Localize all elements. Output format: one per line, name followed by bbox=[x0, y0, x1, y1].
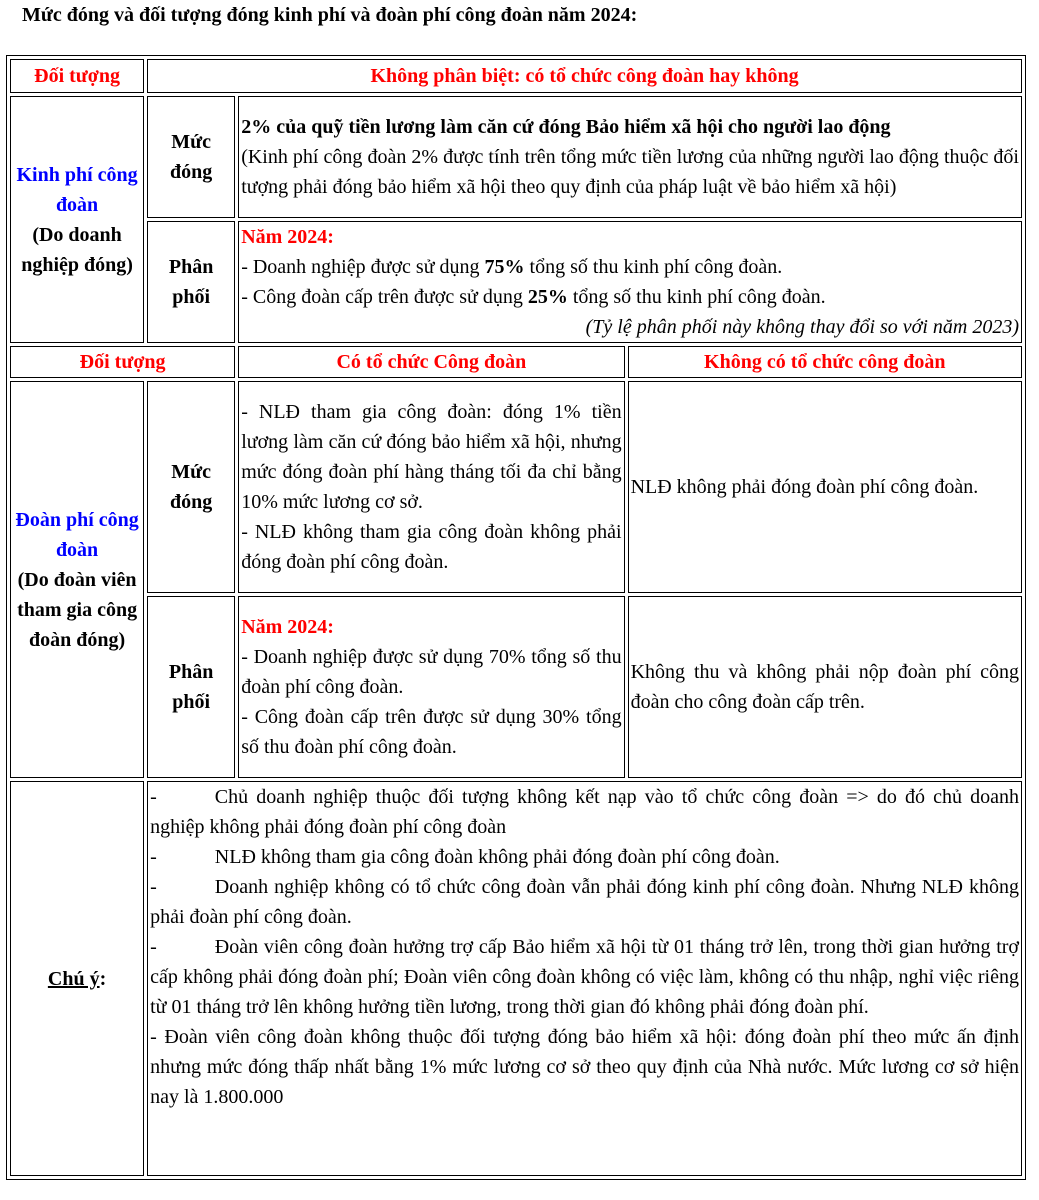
t2-dist-with-union-2: - Công đoàn cấp trên được sử dụng 30% tổng số thu đoàn phí công đoàn. bbox=[241, 706, 622, 758]
t2-subject-note: (Do đoàn viên tham gia công đoàn đóng) bbox=[17, 568, 138, 651]
t1-rate-label: Mức đóng bbox=[147, 96, 235, 218]
t2-subject-title: Đoàn phí công đoàn bbox=[15, 508, 139, 561]
t2-dist-with-union bbox=[238, 596, 624, 778]
t1-rate-cell bbox=[238, 96, 1022, 218]
t2-dist-without-union: Không thu và không phải nộp đoàn phí công đoàn cho công đoàn cấp trên. bbox=[628, 596, 1022, 778]
t2-rate-label: Mức đóng bbox=[147, 381, 235, 593]
t1-dist-line2: - Công đoàn cấp trên được sử dụng 25% tổng số thu kinh phí công đoàn. bbox=[241, 286, 826, 308]
notes-label-cell: Chú ý: bbox=[10, 781, 144, 1176]
t2-header-with-union: Có tổ chức Công đoàn bbox=[238, 346, 624, 378]
t1-subject-note: (Do doanh nghiệp đóng) bbox=[21, 223, 133, 276]
page-title: Mức đóng và đối tượng đóng kinh phí và đoàn phí công đoàn năm 2024: bbox=[22, 4, 638, 26]
note-item-last: - Đoàn viên công đoàn không thuộc đối tượng đóng bảo hiểm xã hội: đóng đoàn phí theo mức ấn định nhưng mức đóng thấp nhất bằng 1% mức lương cơ sở theo quy định của Nhà nước. Mức lương cơ sở hiện nay là 1.800.000 bbox=[150, 1026, 1019, 1108]
t2-subject-cell bbox=[10, 381, 144, 778]
t2-rate-without-union: NLĐ không phải đóng đoàn phí công đoàn. bbox=[628, 381, 1022, 593]
t1-dist-note: (Tỷ lệ phân phối này không thay đổi so với năm 2023) bbox=[585, 316, 1019, 338]
t2-dist-label: Phân phối bbox=[147, 596, 235, 778]
fee-table bbox=[6, 55, 1026, 1180]
t2-rate-with-union-2: - NLĐ không tham gia công đoàn không phải đóng đoàn phí công đoàn. bbox=[241, 521, 622, 573]
t1-rate-detail: (Kinh phí công đoàn 2% được tính trên tổng mức tiền lương của những người lao động thuộc đối tượng phải đóng bảo hiểm xã hội theo quy định của pháp luật về bảo hiểm xã hội) bbox=[241, 146, 1019, 198]
notes-cell bbox=[147, 781, 1022, 1176]
t1-dist-year: Năm 2024: bbox=[241, 226, 334, 248]
t1-header-subject: Đối tượng bbox=[10, 59, 144, 93]
notes-label: Chú ý bbox=[47, 967, 100, 990]
note-item: - Đoàn viên công đoàn hưởng trợ cấp Bảo hiểm xã hội từ 01 tháng trở lên, trong thời gian hưởng trợ cấp không phải đóng đoàn phí; Đoàn viên công đoàn không có việc làm, không có thu nhập, nghỉ việc riêng từ 01 tháng trở lên không hưởng tiền lương, trong thời gian đó không phải đóng đoàn phí. bbox=[150, 936, 1019, 1018]
t1-dist-line1: - Doanh nghiệp được sử dụng 75% tổng số thu kinh phí công đoàn. bbox=[241, 256, 783, 278]
note-item: - Chủ doanh nghiệp thuộc đối tượng không kết nạp vào tổ chức công đoàn => do đó chủ doanh nghiệp không phải đóng đoàn phí công đoàn bbox=[150, 786, 1019, 838]
t2-rate-with-union bbox=[238, 381, 624, 593]
t2-header-subject: Đối tượng bbox=[10, 346, 235, 378]
t1-subject-title: Kinh phí công đoàn bbox=[16, 163, 138, 216]
t2-dist-with-union-1: - Doanh nghiệp được sử dụng 70% tổng số thu đoàn phí công đoàn. bbox=[241, 646, 622, 698]
t1-dist-cell bbox=[238, 221, 1022, 343]
t1-subject-cell bbox=[10, 96, 144, 343]
t1-header-scope: Không phân biệt: có tổ chức công đoàn hay không bbox=[147, 59, 1022, 93]
t2-rate-with-union-1: - NLĐ tham gia công đoàn: đóng 1% tiền lương làm căn cứ đóng bảo hiểm xã hội, nhưng mức đóng đoàn phí hàng tháng tối đa chỉ bằng 10% mức lương cơ sở. bbox=[241, 401, 622, 513]
note-item: - NLĐ không tham gia công đoàn không phải đóng đoàn phí công đoàn. bbox=[150, 846, 780, 868]
t2-dist-year: Năm 2024: bbox=[241, 616, 334, 638]
t2-header-without-union: Không có tổ chức công đoàn bbox=[628, 346, 1022, 378]
note-item: - Doanh nghiệp không có tổ chức công đoàn vẫn phải đóng kinh phí công đoàn. Nhưng NLĐ không phải đoàn phí công đoàn. bbox=[150, 876, 1019, 928]
t1-rate-bold: 2% của quỹ tiền lương làm căn cứ đóng Bảo hiểm xã hội cho người lao động bbox=[241, 116, 891, 138]
t1-dist-label: Phân phối bbox=[147, 221, 235, 343]
